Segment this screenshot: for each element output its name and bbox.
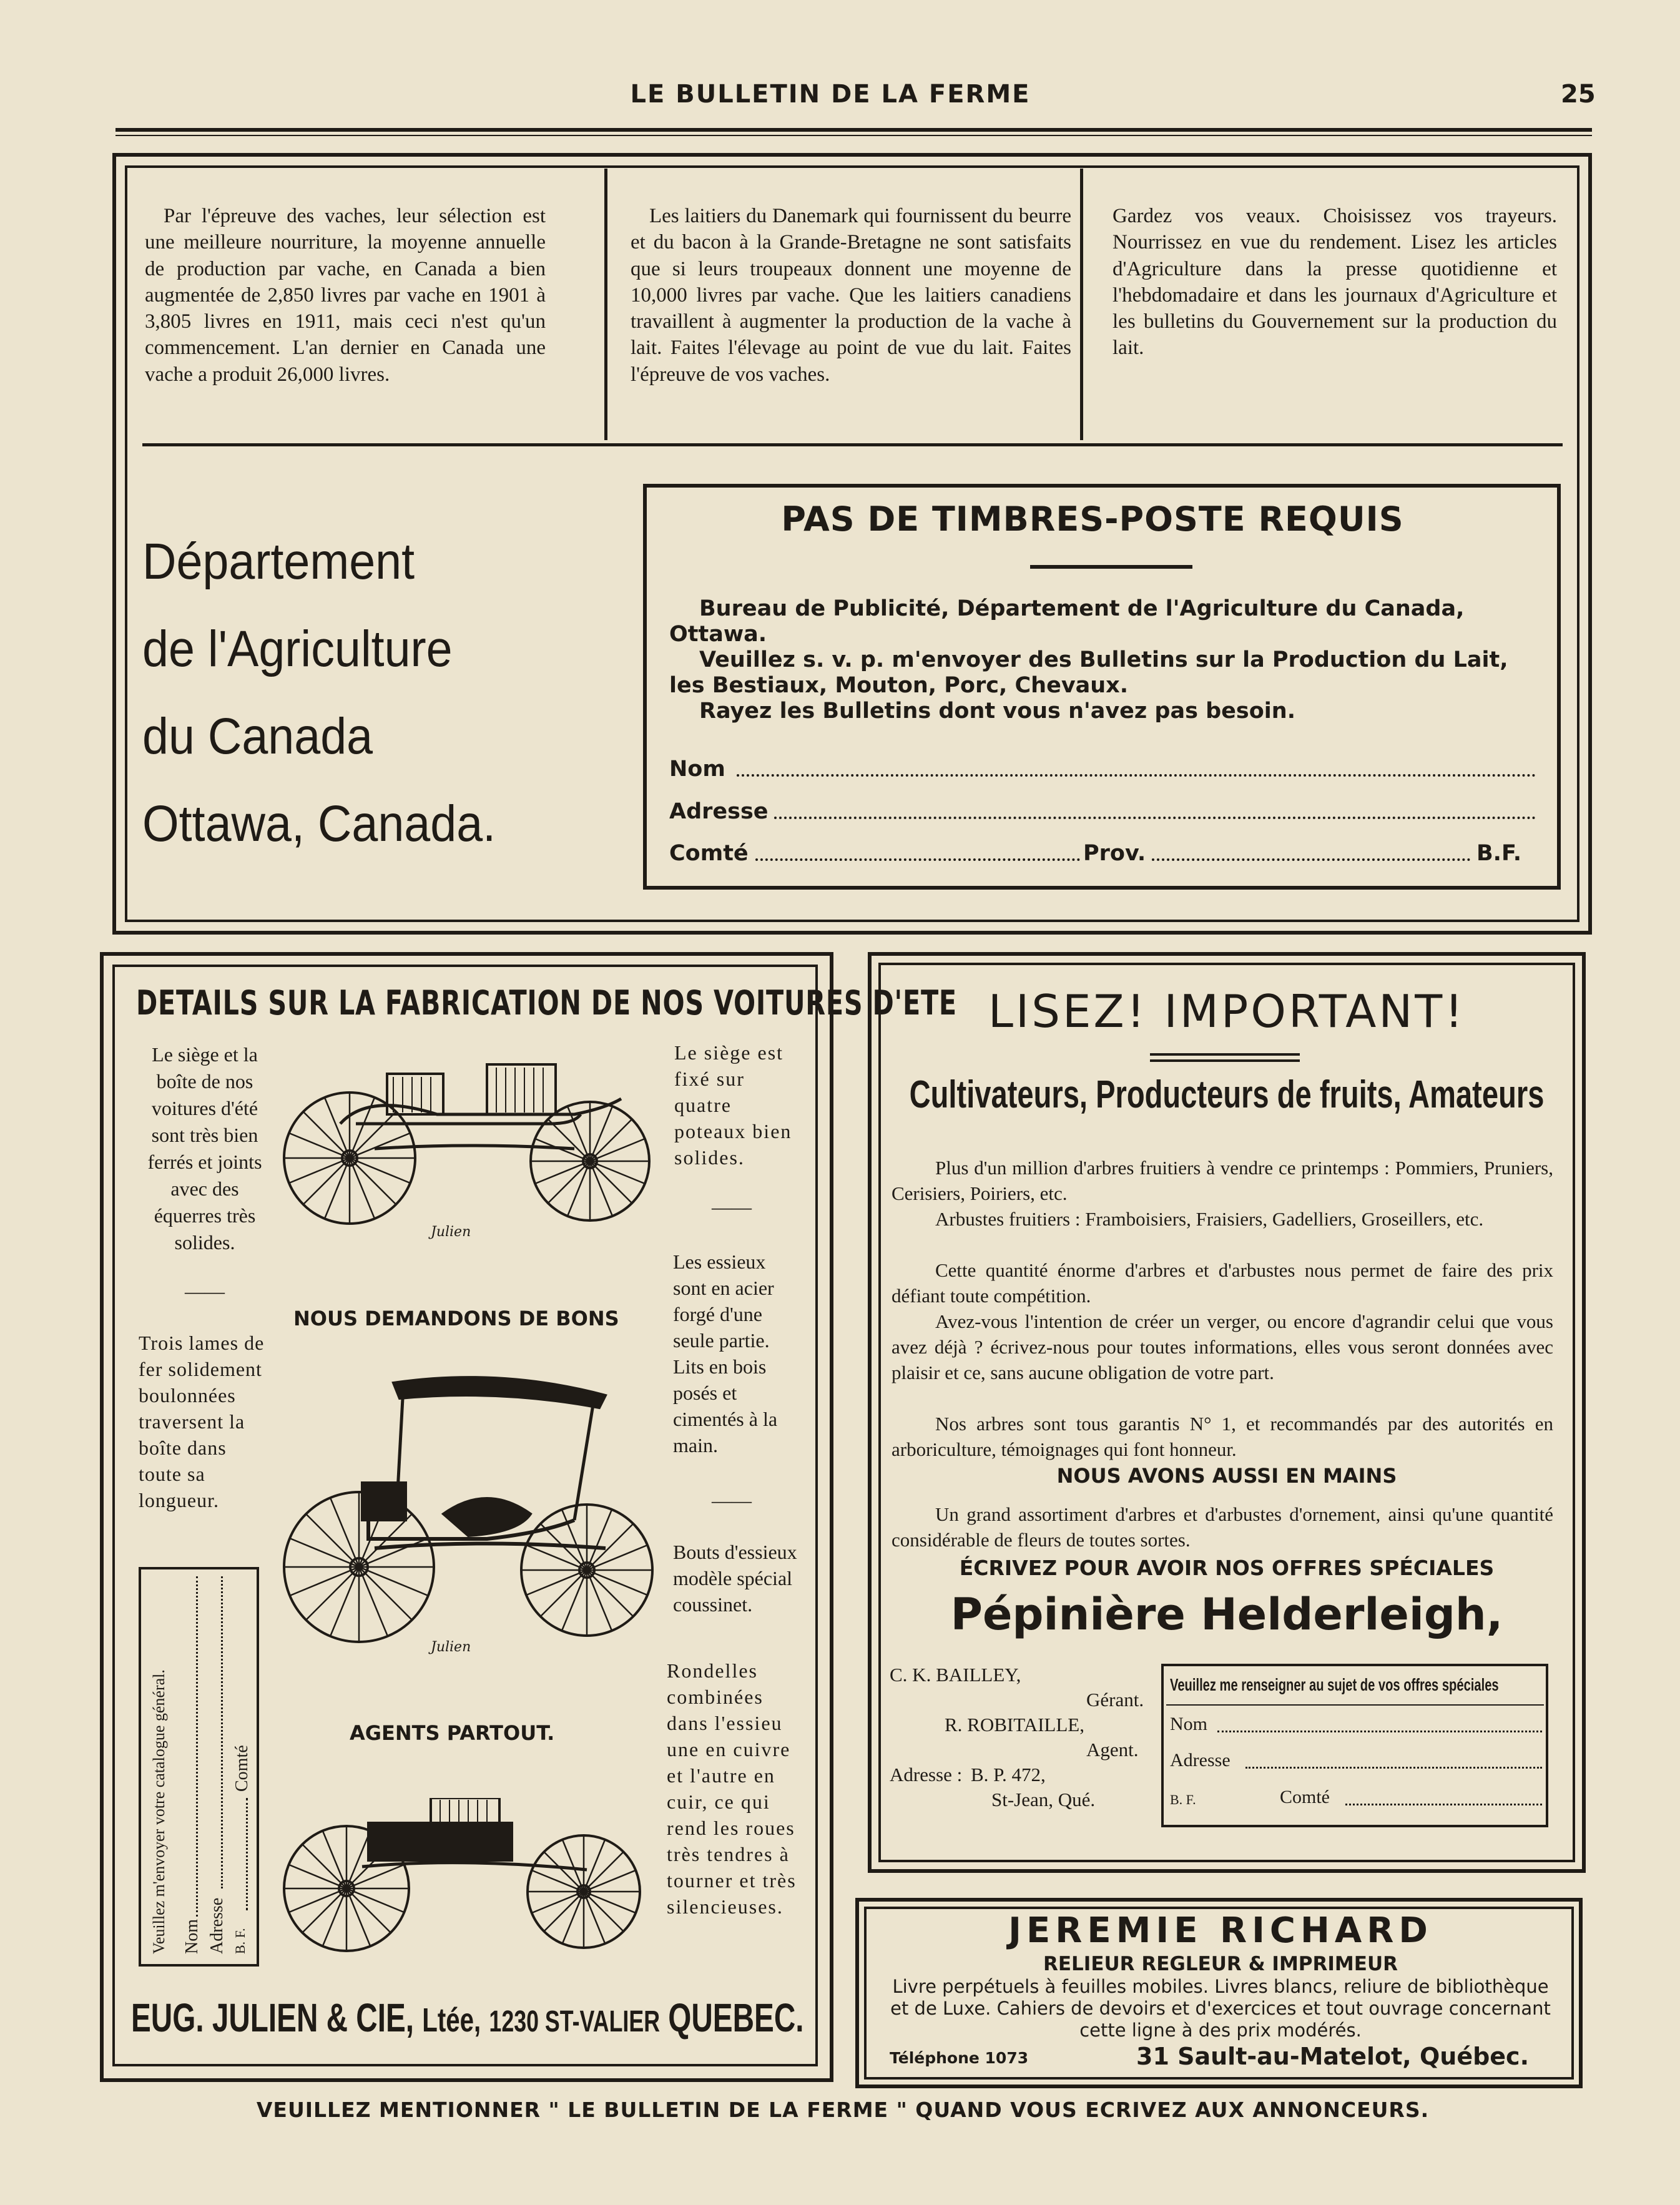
dealers-wanted: NOUS DEMANDONS DE BONS bbox=[293, 1307, 619, 1330]
coupon-province-field[interactable] bbox=[1152, 858, 1470, 861]
nursery-address-label: Adresse : bbox=[890, 1764, 963, 1785]
iron-blades-description: Trois lames de fer solidement boulonnées traversent la boîte dans toute sa longueur. bbox=[139, 1332, 265, 1511]
catalogue-coupon-address-label: Adresse bbox=[207, 1897, 227, 1954]
axle-ends-description: Bouts d'essieux modèle spécial coussinet. bbox=[673, 1541, 797, 1616]
carriage-headline: DETAILS SUR LA FABRICATION DE NOS VOITURES D'ETE bbox=[136, 983, 957, 1023]
nursery-agent-name: R. ROBITAILLE, bbox=[945, 1714, 1084, 1736]
coupon-address-field[interactable] bbox=[774, 817, 1536, 819]
denmark-dairy-text: Les laitiers du Danemark qui fournissent du beurre et du bacon à la Grande-Bretagne ne sont satisfaits que si leurs troupeaux donnent une moyenne de 10,000 livres par vache. Que les laitiers canadiens travaillent à augmenter la production de la vache à lait. Faites l'élevage au point de vue du lait. Faites l'épreuve de vos vaches. bbox=[631, 205, 1071, 386]
column-divider bbox=[1080, 169, 1083, 440]
offers-coupon-heading-rule bbox=[1166, 1704, 1544, 1706]
nursery-heading-ornamental: NOUS AVONS AUSSI EN MAINS bbox=[1056, 1464, 1397, 1488]
department-name bbox=[142, 518, 591, 868]
coupon-bf-label: B.F. bbox=[1476, 841, 1522, 866]
right-dash-2: —— bbox=[712, 1489, 752, 1511]
binder-address: 31 Sault-au-Matelot, Québec. bbox=[1136, 2043, 1530, 2070]
running-head: LE BULLETIN DE LA FERME bbox=[630, 80, 1031, 109]
company-ltee: Ltée, bbox=[422, 2001, 481, 2039]
summer-carriage-illustration bbox=[281, 1055, 662, 1242]
nursery-manager-role: Gérant. bbox=[1086, 1689, 1144, 1711]
dairy-selection-text: Par l'épreuve des vaches, leur sélection est une meilleure nourriture, la moyenne annuelle de production par vache, en Canada a bien augmentée de 2,850 livres par vache en 1901 à 3,805 livres en 1911, mais ceci n'est qu'un commencement. L'an dernier en Canada une vache a produit 26,000 livres. bbox=[145, 205, 546, 386]
nursery-agent-role: Agent. bbox=[1086, 1739, 1139, 1761]
carriage-footer bbox=[131, 1995, 804, 2041]
nursery-company-name: Pépinière Helderleigh, bbox=[950, 1589, 1503, 1640]
coupon-name-label: Nom bbox=[669, 757, 725, 782]
nursery-paragraph-6: Un grand assortiment d'arbres et d'arbustes d'ornement, ainsi qu'une quantité considérable de fleurs de toutes sortes. bbox=[892, 1503, 1553, 1551]
top-buggy-illustration bbox=[281, 1370, 662, 1657]
seat-description: Le siège et la boîte de nos voitures d'été sont très bien ferrés et joints avec des équerres très solides. bbox=[147, 1043, 262, 1254]
nursery-paragraph-5: Nos arbres sont tous garantis N° 1, et recommandés par des autorités en arboriculture, témoignages qui font honneur. bbox=[892, 1413, 1553, 1460]
nursery-paragraph-3: Cette quantité énorme d'arbres et d'arbustes nous permet de faire des prix défiant toute compétition. bbox=[892, 1259, 1553, 1307]
carriage-signature: Julien bbox=[431, 1224, 471, 1240]
column-divider bbox=[604, 169, 607, 440]
offers-coupon-county-field[interactable] bbox=[1345, 1804, 1542, 1805]
department-line-3: du Canada bbox=[142, 708, 373, 765]
offers-coupon-bf-label: B. F. bbox=[1170, 1792, 1196, 1807]
catalogue-coupon-address-field[interactable] bbox=[221, 1576, 223, 1888]
binder-phone: Téléphone 1073 bbox=[890, 2049, 1029, 2067]
nursery-paragraph-2: Arbustes fruitiers : Framboisiers, Fraisiers, Gadelliers, Groseillers, etc. bbox=[935, 1208, 1484, 1230]
section-rule bbox=[142, 443, 1563, 446]
dairy-advice-text: Gardez vos veaux. Choisissez vos trayeurs. Nourrissez en vue du rendement. Lisez les articles d'Agriculture dans la presse quotidienne et l'hebdomadaire et dans les journaux d'Agriculture et les bulletins du Gouvernement sur la production du lait. bbox=[1113, 205, 1557, 360]
catalogue-coupon-rotated bbox=[139, 1567, 259, 1967]
binder-description: Livre perpétuels à feuilles mobiles. Livres blancs, reliure de bibliothèque et de Luxe. Cahiers de devoirs et d'exercices et tout ouvrage concernant cette ligne à des prix modérés. bbox=[890, 1976, 1551, 2041]
coupon-address: Bureau de Publicité, Département de l'Agriculture du Canada, Ottawa. bbox=[669, 596, 1465, 647]
offers-coupon-address-field[interactable] bbox=[1245, 1767, 1542, 1769]
nursery-heading-offers: ÉCRIVEZ POUR AVOIR NOS OFFRES SPÉCIALES bbox=[959, 1556, 1495, 1580]
buggy-signature: Julien bbox=[431, 1639, 471, 1655]
offers-coupon-county-label: Comté bbox=[1280, 1787, 1330, 1807]
catalogue-coupon-name-label: Nom bbox=[182, 1919, 202, 1954]
catalogue-coupon-name-field[interactable] bbox=[196, 1576, 198, 1917]
left-dash: —— bbox=[185, 1280, 225, 1302]
coupon-name-field[interactable] bbox=[737, 774, 1536, 777]
coupon-county-label: Comté bbox=[669, 841, 749, 866]
company-city: QUEBEC. bbox=[668, 1995, 804, 2040]
department-line-4: Ottawa, Canada. bbox=[142, 795, 496, 852]
department-line-1: Département bbox=[142, 533, 415, 590]
runabout-illustration bbox=[275, 1798, 656, 1960]
catalogue-coupon-county-label: Comté bbox=[232, 1745, 252, 1792]
agents-everywhere: AGENTS PARTOUT. bbox=[350, 1721, 555, 1745]
washers-description: Rondelles combinées dans l'essieu une en cuivre et l'autre en cuir, ce qui rend les roues très tendres à tourner et très silencieuses. bbox=[667, 1659, 797, 1918]
right-dash-1: —— bbox=[712, 1196, 752, 1218]
nursery-title: LISEZ! IMPORTANT! bbox=[988, 985, 1466, 1038]
coupon-title-rule bbox=[1030, 565, 1192, 569]
catalogue-coupon-bf-label: B. F. bbox=[232, 1928, 248, 1954]
seat-mount-description: Le siège est fixé sur quatre poteaux bien solides. bbox=[674, 1041, 792, 1169]
header-rule bbox=[115, 128, 1592, 132]
offers-coupon-address-label: Adresse bbox=[1170, 1750, 1231, 1770]
nursery-subtitle: Cultivateurs, Producteurs de fruits, Amateurs bbox=[909, 1073, 1545, 1116]
coupon-request: Veuillez s. v. p. m'envoyer des Bulletins sur la Production du Lait, les Bestiaux, Mouton, Porc, Chevaux. bbox=[669, 647, 1508, 698]
nursery-manager-name: C. K. BAILLEY, bbox=[890, 1664, 1021, 1686]
catalogue-coupon-request: Veuillez m'envoyer votre catalogue général. bbox=[150, 1669, 168, 1954]
catalogue-coupon-county-field[interactable] bbox=[246, 1798, 248, 1910]
offers-coupon-name-label: Nom bbox=[1170, 1714, 1207, 1734]
coupon-strike-note: Rayez les Bulletins dont vous n'avez pas besoin. bbox=[699, 699, 1295, 724]
offers-coupon-heading: Veuillez me renseigner au sujet de vos offres spéciales bbox=[1170, 1675, 1499, 1694]
binder-name: JEREMIE RICHARD bbox=[1008, 1910, 1433, 1951]
binder-trade: RELIEUR REGLEUR & IMPRIMEUR bbox=[1043, 1953, 1398, 1975]
coupon-county-field[interactable] bbox=[755, 858, 1080, 861]
nursery-paragraph-1: Plus d'un million d'arbres fruitiers à vendre ce printemps : Pommiers, Pruniers, Cerisiers, Poiriers, etc. bbox=[892, 1157, 1553, 1204]
nursery-address-city: St-Jean, Qué. bbox=[991, 1789, 1096, 1810]
offers-coupon-name-field[interactable] bbox=[1217, 1731, 1542, 1732]
coupon-province-label: Prov. bbox=[1083, 841, 1146, 866]
header-rule-thin bbox=[115, 135, 1592, 136]
nursery-title-rule bbox=[1150, 1053, 1300, 1056]
axle-description: Les essieux sont en acier forgé d'une seule partie. Lits en bois posés et cimentés à la main. bbox=[673, 1250, 778, 1456]
coupon-title: PAS DE TIMBRES-POSTE REQUIS bbox=[781, 499, 1404, 539]
page-number: 25 bbox=[1561, 80, 1596, 109]
coupon-address-label: Adresse bbox=[669, 799, 769, 824]
nursery-title-rule bbox=[1150, 1059, 1300, 1062]
company-address: 1230 ST-VALIER bbox=[489, 2005, 661, 2038]
company-name: EUG. JULIEN & CIE, bbox=[131, 1995, 415, 2040]
department-line-2: de l'Agriculture bbox=[142, 621, 453, 677]
nursery-paragraph-4: Avez-vous l'intention de créer un verger, ou encore d'agrandir celui que vous avez déjà ? écrivez-nous pour toutes informations, elles vous seront données avec plaisir et ce, sans aucune obligation de votre part. bbox=[892, 1310, 1553, 1383]
footer-notice: VEUILLEZ MENTIONNER " LE BULLETIN DE LA FERME " QUAND VOUS ECRIVEZ AUX ANNONCEURS. bbox=[256, 2098, 1430, 2122]
nursery-address-box: B. P. 472, bbox=[971, 1764, 1046, 1785]
